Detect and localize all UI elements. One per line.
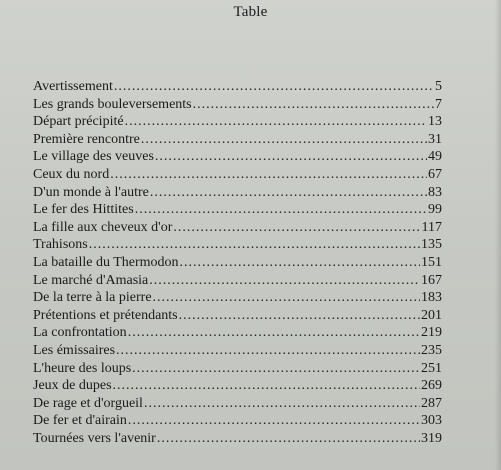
- toc-entry: [33, 272, 442, 290]
- toc-entry: [33, 184, 442, 202]
- dot-leader: [173, 219, 420, 237]
- toc-entry-page: 219: [421, 325, 442, 341]
- toc-entry-title: La bataille du Thermodon: [33, 254, 179, 270]
- toc-entry-page: 201: [421, 307, 442, 323]
- dot-leader: [144, 395, 420, 413]
- page-edge-shadow: [495, 0, 501, 470]
- toc-entry: [33, 201, 442, 219]
- toc-entry-page: 7: [435, 96, 442, 112]
- toc-entry-title: Ceux du nord: [33, 166, 110, 182]
- dot-leader: [157, 430, 420, 448]
- toc-entry: [33, 342, 442, 360]
- toc-entry-page: 117: [421, 219, 442, 235]
- toc-entry: [33, 148, 442, 166]
- dot-leader: [155, 148, 427, 166]
- toc-entry: [33, 96, 442, 114]
- toc-entry-title: L'heure des loups: [33, 360, 132, 376]
- toc-entry-page: 5: [435, 79, 442, 94]
- toc-entry-title: Les grands bouleversements: [33, 96, 192, 112]
- dot-leader: [113, 377, 420, 395]
- dot-leader: [89, 236, 420, 254]
- toc-entry-title: D'un monde à l'autre: [33, 184, 149, 200]
- toc-entry-title: Trahisons: [33, 237, 88, 253]
- toc-entry: [33, 289, 442, 307]
- toc-entry-page: 167: [421, 272, 442, 288]
- toc-entry-page: 151: [421, 254, 442, 270]
- toc-entry: [33, 430, 442, 448]
- toc-entry: [33, 78, 442, 96]
- toc-entry-page: 319: [421, 430, 442, 446]
- toc-entry-page: 303: [421, 413, 442, 429]
- toc-entry: [33, 131, 442, 149]
- toc-entry-title: Départ précipité: [33, 114, 124, 130]
- dot-leader: [141, 131, 427, 149]
- dot-leader: [179, 307, 420, 325]
- toc-entry: [33, 307, 442, 325]
- toc-entry: [33, 412, 442, 430]
- toc-entry-title: Prétentions et prétendants: [33, 307, 178, 323]
- toc-entry-page: 135: [421, 237, 442, 253]
- toc-entry-page: 269: [421, 378, 442, 394]
- dot-leader: [153, 289, 420, 307]
- dot-leader: [128, 324, 420, 342]
- dot-leader: [132, 360, 420, 378]
- toc-entry-page: 13: [428, 114, 442, 130]
- toc-entry-title: Tournées vers l'avenir: [33, 430, 156, 446]
- toc-entry: [33, 395, 442, 413]
- toc-entry-title: Jeux de dupes: [33, 378, 112, 394]
- toc-entry-title: La confrontation: [33, 325, 127, 341]
- dot-leader: [114, 78, 434, 96]
- toc-entry: [33, 113, 442, 131]
- toc-entry: [33, 254, 442, 272]
- toc-entry-page: 287: [421, 395, 442, 411]
- toc-entry-page: 183: [421, 290, 442, 306]
- toc-entry-page: 99: [428, 202, 442, 218]
- toc-entry-title: Les émissaires: [33, 342, 116, 358]
- toc-entry-page: 83: [428, 184, 442, 200]
- toc-entry-page: 67: [428, 166, 442, 182]
- toc-entry-title: De rage et d'orgueil: [33, 395, 143, 411]
- toc-entry-title: Le village des veuves: [33, 149, 154, 165]
- dot-leader: [149, 272, 420, 290]
- toc-entry-title: De la terre à la pierre: [33, 290, 152, 306]
- toc-entry-page: 251: [421, 360, 442, 376]
- table-of-contents: [33, 78, 442, 447]
- toc-entry: [33, 236, 442, 254]
- dot-leader: [110, 166, 427, 184]
- toc-entry-page: 235: [421, 342, 442, 358]
- dot-leader: [150, 184, 427, 202]
- dot-leader: [180, 254, 420, 272]
- dot-leader: [116, 342, 420, 360]
- dot-leader: [128, 412, 420, 430]
- page-title: Table: [233, 4, 268, 20]
- toc-entry-title: Avertissement: [33, 79, 113, 94]
- toc-entry: [33, 166, 442, 184]
- toc-entry-title: De fer et d'airain: [33, 413, 127, 429]
- toc-entry-title: La fille aux cheveux d'or: [33, 219, 173, 235]
- toc-entry-title: Le marché d'Amasia: [33, 272, 149, 288]
- toc-entry-page: 49: [428, 149, 442, 165]
- toc-entry-title: Première rencontre: [33, 131, 140, 147]
- dot-leader: [193, 96, 434, 114]
- dot-leader: [135, 201, 427, 219]
- toc-entry: [33, 324, 442, 342]
- toc-entry-page: 31: [428, 131, 442, 147]
- toc-entry: [33, 377, 442, 395]
- toc-entry-title: Le fer des Hittites: [33, 202, 134, 218]
- toc-entry: [33, 219, 442, 237]
- dot-leader: [125, 113, 427, 131]
- toc-entry: [33, 360, 442, 378]
